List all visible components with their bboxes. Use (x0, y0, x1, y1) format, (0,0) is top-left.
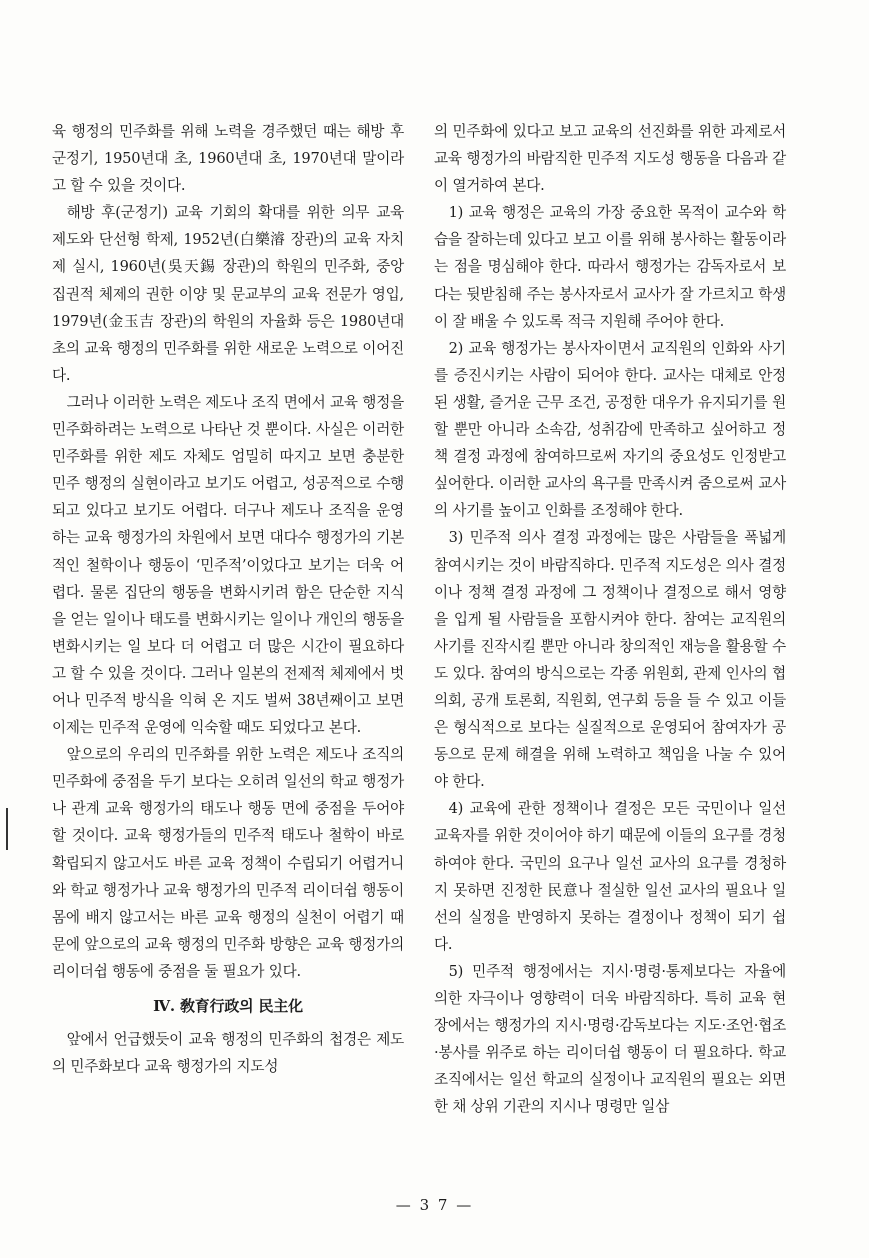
list-item: 1) 교육 행정은 교육의 가장 중요한 목적이 교수와 학습을 잘하는데 있다고 보고 이를 위해 봉사하는 활동이라는 점을 명심해야 한다. 따라서 행정가는 감독자로서 보다는 뒷받침해 주는 봉사자로서 교사가 잘 가르치고 학생이 잘 배울 수 있도록 적극 지원해 주어야 한다. (434, 204, 786, 330)
paragraph: 육 행정의 민주화를 위해 노력을 경주했던 때는 해방 후 군정기, 1950년대 초, 1960년대 초, 1970년대 말이라고 할 수 있을 것이다. (52, 123, 404, 195)
paragraph: 앞에서 언급했듯이 교육 행정의 민주화의 첩경은 제도의 민주화보다 교육 행정가의 지도성 (52, 1031, 404, 1076)
list-item: 3) 민주적 의사 결정 과정에는 많은 사람들을 폭넓게 참여시키는 것이 바람직하다. 민주적 지도성은 의사 결정이나 정책 결정 과정에 그 정책이나 결정으로 해서 영향을 입게 될 사람들을 포함시켜야 한다. 참여는 교직원의 사기를 진작시킬 뿐만 아니라 창의적인 재능을 활용할 수도 있다. 참여의 방식으로는 각종 위원회, 관제 인사의 협의회, 공개 토론회, 직원회, 연구회 등을 들 수 있고 이들은 형식적으로 보다는 실질적으로 운영되어 참여자가 공동으로 문제 해결을 위해 노력하고 책임을 나눌 수 있어야 한다. (434, 529, 786, 791)
margin-mark (6, 808, 8, 850)
section-heading: Ⅳ. 敎育行政의 民主化 (153, 997, 303, 1015)
paragraph: 해방 후(군정기) 교육 기회의 확대를 위한 의무 교육 제도와 단선형 학제, 1952년(白樂濬 장관)의 교육 자치제 실시, 1960년(吳天錫 장관)의 학원의 민주화, 중앙 집권적 체제의 권한 이양 및 문교부의 교육 전문가 영입, 1979년(金玉吉 장관)의 학원의 자율화 등은 1980년대 초의 교육 행정의 민주화를 위한 새로운 노력으로 이어진다. (52, 204, 404, 384)
paragraph: 앞으로의 우리의 민주화를 위한 노력은 제도나 조직의 민주화에 중점을 두기 보다는 오히려 일선의 학교 행정가나 관계 교육 행정가의 태도나 행동 면에 중점을 두어야 할 것이다. 교육 행정가들의 민주적 태도나 철학이 바로 확립되지 않고서도 바른 교육 정책이 수립되기 어렵거니와 학교 행정가나 교육 행정가의 민주적 리이더쉽 행동이 몸에 배지 않고서는 바른 교육 행정의 실천이 어렵기 때문에 앞으로의 교육 행정의 민주화 방향은 교육 행정가의 리이더쉽 행동에 중점을 둘 필요가 있다. (52, 746, 404, 980)
list-item: 2) 교육 행정가는 봉사자이면서 교직원의 인화와 사기를 증진시키는 사람이 되어야 한다. 교사는 대체로 안정된 생활, 즐거운 근무 조건, 공정한 대우가 유지되기를 원할 뿐만 아니라 소속감, 성취감에 만족하고 싶어하고 정책 결정 과정에 참여하므로써 자기의 중요성도 인정받고 싶어한다. 이러한 교사의 욕구를 만족시켜 줌으로써 교사의 사기를 높이고 인화를 조정해야 한다. (434, 339, 786, 520)
left-column (52, 118, 404, 1080)
page-number: — 3 7 — (395, 1196, 474, 1214)
paragraph: 의 민주화에 있다고 보고 교육의 선진화를 위한 과제로서 교육 행정가의 바람직한 민주적 지도성 행동을 다음과 같이 열거하여 본다. (434, 123, 786, 195)
list-item: 5) 민주적 행정에서는 지시·명령·통제보다는 자율에 의한 자극이나 영향력이 더욱 바람직하다. 특히 교육 현장에서는 행정가의 지시·명령·감독보다는 지도·조언·협조·봉사를 위주로 하는 리이더쉽 행동이 더 필요하다. 학교 조직에서는 일선 학교의 실정이나 교직원의 필요는 외면한 채 상위 기관의 지시나 명령만 일삼 (434, 962, 786, 1116)
paragraph: 그러나 이러한 노력은 제도나 조직 면에서 교육 행정을 민주화하려는 노력으로 나타난 것 뿐이다. 사실은 이러한 민주화를 위한 제도 자체도 엄밀히 따지고 보면 충분한 민주 행정의 실현이라고 보기도 어렵고, 성공적으로 수행되고 있다고 보기도 어렵다. 더구나 제도나 조직을 운영하는 교육 행정가의 차원에서 보면 대다수 행정가의 기본적인 철학이나 행동이 ‘민주적’이었다고 보기는 더욱 어렵다. 물론 집단의 행동을 변화시키려 함은 단순한 지식을 얻는 일이나 태도를 변화시키는 일이나 개인의 행동을 변화시키는 일 보다 더 어렵고 더 많은 시간이 필요하다고 할 수 있을 것이다. 그러나 일본의 전제적 체제에서 벗어나 민주적 방식을 익혀 온 지도 벌써 38년째이고 보면 이제는 민주적 운영에 익숙할 때도 되었다고 본다. (52, 393, 404, 737)
list-item: 4) 교육에 관한 정책이나 결정은 모든 국민이나 일선 교육자를 위한 것이어야 하기 때문에 이들의 요구를 경청하여야 한다. 국민의 요구나 일선 교사의 요구를 경청하지 못하면 진정한 民意나 절실한 일선 교사의 필요나 일선의 실정을 반영하지 못하는 결정이나 정책이 되기 쉽다. (434, 800, 786, 953)
right-column (434, 118, 786, 1120)
